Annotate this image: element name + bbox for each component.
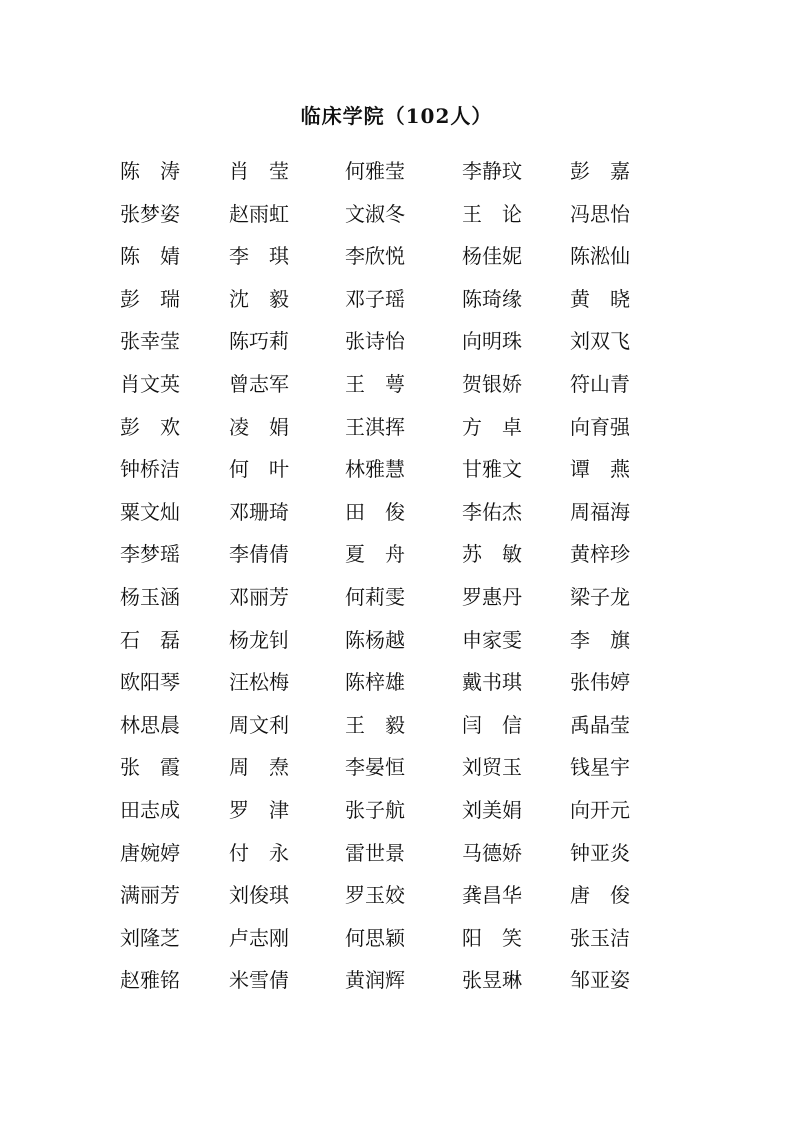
person-name: 罗 津 — [229, 797, 289, 822]
person-name: 林雅慧 — [345, 457, 405, 482]
person-name: 夏 舟 — [345, 542, 405, 567]
person-name: 田 俊 — [345, 499, 405, 524]
name-row — [0, 278, 793, 321]
person-name: 向育强 — [570, 414, 630, 439]
person-name: 戴书琪 — [462, 670, 522, 695]
person-name: 文淑冬 — [345, 201, 405, 226]
person-name: 刘双飞 — [570, 329, 630, 354]
person-name: 苏 敏 — [462, 542, 522, 567]
person-name: 张梦姿 — [120, 201, 180, 226]
name-row — [0, 150, 793, 193]
document-title: 临床学院（102人） — [300, 104, 493, 128]
person-name: 杨玉涵 — [120, 584, 180, 609]
person-name: 唐 俊 — [570, 883, 630, 908]
person-name: 刘俊琪 — [229, 883, 289, 908]
name-row — [0, 491, 793, 534]
person-name: 周 焘 — [229, 755, 289, 780]
person-name: 梁子龙 — [570, 584, 630, 609]
person-name: 刘美娟 — [462, 797, 522, 822]
person-name: 肖 莹 — [229, 159, 289, 183]
person-name: 方 卓 — [462, 414, 522, 439]
name-grid — [0, 150, 793, 1002]
name-row — [0, 746, 793, 789]
person-name: 阳 笑 — [462, 925, 522, 950]
name-row — [0, 917, 793, 960]
person-name: 杨佳妮 — [462, 244, 522, 269]
person-name: 付 永 — [229, 840, 289, 865]
person-name: 李 琪 — [229, 244, 289, 269]
person-name: 汪松梅 — [229, 670, 289, 695]
person-name: 钟亚炎 — [570, 840, 630, 865]
person-name: 马德娇 — [462, 840, 522, 865]
name-row — [0, 959, 793, 1002]
person-name: 罗玉姣 — [345, 883, 405, 908]
person-name: 钟桥洁 — [120, 457, 180, 482]
person-name: 向明珠 — [462, 329, 522, 354]
name-row — [0, 320, 793, 363]
person-name: 向开元 — [570, 797, 630, 822]
person-name: 罗惠丹 — [462, 584, 522, 609]
person-name: 李 旗 — [570, 627, 630, 652]
person-name: 何思颖 — [345, 925, 405, 950]
person-name: 黄润辉 — [345, 968, 405, 993]
person-name: 石 磊 — [120, 627, 180, 652]
person-name: 曾志军 — [229, 371, 289, 396]
name-row — [0, 874, 793, 917]
person-name: 符山青 — [570, 371, 630, 396]
name-row — [0, 235, 793, 278]
person-name: 贺银娇 — [462, 371, 522, 396]
person-name: 申家雯 — [462, 627, 522, 652]
person-name: 林思晨 — [120, 712, 180, 737]
name-row — [0, 363, 793, 406]
person-name: 王淇挥 — [345, 414, 405, 439]
person-name: 张伟婷 — [570, 670, 630, 695]
person-name: 谭 燕 — [570, 457, 630, 482]
person-name: 陈梓雄 — [345, 670, 405, 695]
person-name: 张诗怡 — [345, 329, 405, 354]
person-name: 田志成 — [120, 797, 180, 822]
person-name: 沈 毅 — [229, 286, 289, 311]
person-name: 邓珊琦 — [229, 499, 289, 524]
person-name: 何莉雯 — [345, 584, 405, 609]
person-name: 卢志刚 — [229, 925, 289, 950]
person-name: 陈杨越 — [345, 627, 405, 652]
person-name: 彭 瑞 — [120, 286, 180, 311]
person-name: 李梦瑶 — [120, 542, 180, 567]
name-row — [0, 576, 793, 619]
person-name: 何 叶 — [229, 457, 289, 482]
person-name: 陈琦缘 — [462, 286, 522, 311]
person-name: 李倩倩 — [229, 542, 289, 567]
person-name: 钱星宇 — [570, 755, 630, 780]
person-name: 张 霞 — [120, 755, 180, 780]
person-name: 刘贸玉 — [462, 755, 522, 780]
person-name: 张玉洁 — [570, 925, 630, 950]
person-name: 王 萼 — [345, 371, 405, 396]
person-name: 陈 涛 — [120, 159, 180, 183]
person-name: 雷世景 — [345, 840, 405, 865]
person-name: 王 毅 — [345, 712, 405, 737]
name-row — [0, 448, 793, 491]
person-name: 杨龙钊 — [229, 627, 289, 652]
person-name: 满丽芳 — [120, 883, 180, 908]
person-name: 周福海 — [570, 499, 630, 524]
person-name: 刘隆芝 — [120, 925, 180, 950]
person-name: 闫 信 — [462, 712, 522, 737]
person-name: 邓子瑶 — [345, 286, 405, 311]
person-name: 陈 婧 — [120, 244, 180, 269]
person-name: 欧阳琴 — [120, 670, 180, 695]
person-name: 李欣悦 — [345, 244, 405, 269]
person-name: 黄 晓 — [570, 286, 630, 311]
person-name: 米雪倩 — [229, 968, 289, 993]
person-name: 龚昌华 — [462, 883, 522, 908]
name-row — [0, 704, 793, 747]
person-name: 周文利 — [229, 712, 289, 737]
person-name: 肖文英 — [120, 371, 180, 396]
name-row — [0, 193, 793, 236]
person-name: 李佑杰 — [462, 499, 522, 524]
person-name: 王 论 — [462, 201, 522, 226]
person-name: 张幸莹 — [120, 329, 180, 354]
person-name: 赵雨虹 — [229, 201, 289, 226]
name-row — [0, 406, 793, 449]
person-name: 陈巧莉 — [229, 329, 289, 354]
name-row — [0, 533, 793, 576]
person-name: 彭 欢 — [120, 414, 180, 439]
person-name: 赵雅铭 — [120, 968, 180, 993]
name-row — [0, 832, 793, 875]
person-name: 凌 娟 — [229, 414, 289, 439]
person-name: 甘雅文 — [462, 457, 522, 482]
person-name: 何雅莹 — [345, 159, 405, 183]
person-name: 彭 嘉 — [570, 159, 630, 183]
person-name: 张子航 — [345, 797, 405, 822]
person-name: 邹亚姿 — [570, 968, 630, 993]
person-name: 冯思怡 — [570, 201, 630, 226]
person-name: 李静玟 — [462, 159, 522, 183]
person-name: 禹晶莹 — [570, 712, 630, 737]
person-name: 黄梓珍 — [570, 542, 630, 567]
person-name: 张昱琳 — [462, 968, 522, 993]
person-name: 陈淞仙 — [570, 244, 630, 269]
person-name: 邓丽芳 — [229, 584, 289, 609]
person-name: 粟文灿 — [120, 499, 180, 524]
name-row — [0, 789, 793, 832]
person-name: 唐婉婷 — [120, 840, 180, 865]
name-row — [0, 661, 793, 704]
person-name: 李晏恒 — [345, 755, 405, 780]
name-row — [0, 619, 793, 662]
